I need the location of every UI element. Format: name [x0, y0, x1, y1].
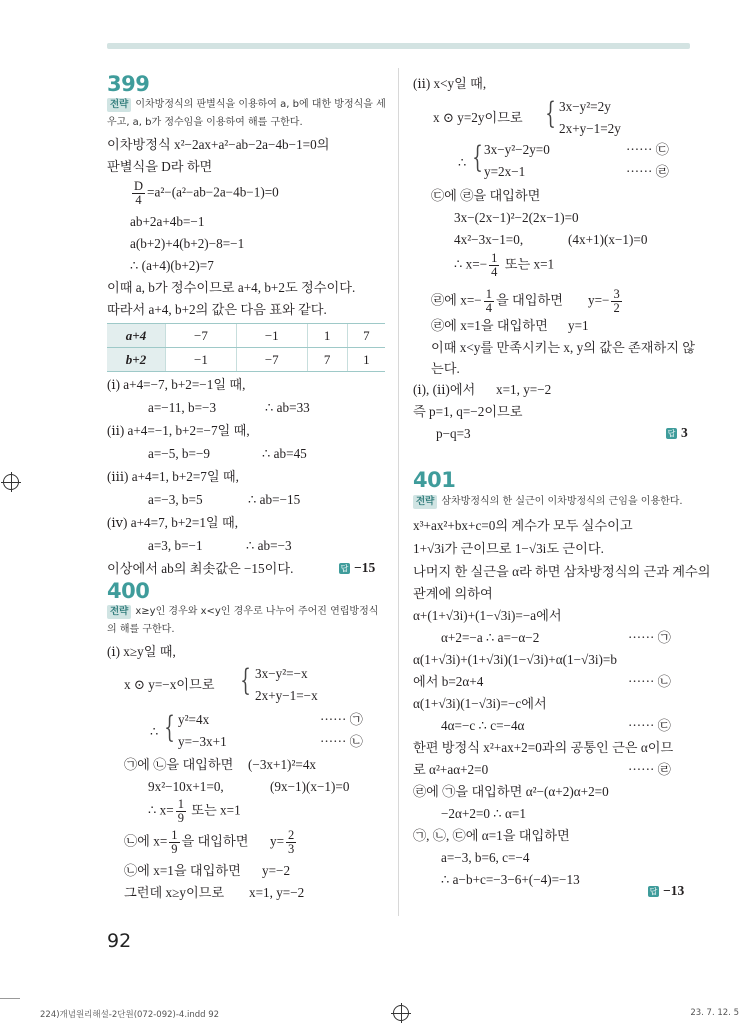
system-eq: 3x−y²=2y [559, 99, 611, 114]
case-condition: (ⅳ) a+4=7, b+2=1일 때, [107, 515, 238, 530]
hint-tag: 전략 [107, 98, 131, 112]
row-header: a+4 [107, 324, 166, 348]
table-cell: −7 [236, 348, 307, 372]
case-conclusion: ∴ ab=45 [262, 446, 307, 461]
case-condition: (ⅱ) a+4=−1, b+2=−7일 때, [107, 423, 250, 438]
hint-text: x≥y인 경우와 x<y인 경우로 나누어 주어진 연립방정식 [135, 606, 379, 617]
problem-number-401: 401 [413, 468, 456, 492]
crop-line [0, 998, 20, 999]
solution-line: ㉠, ㉡, ㉢에 α=1을 대입하면 [413, 828, 570, 843]
hint-400-line2: 의 해를 구한다. [107, 624, 175, 635]
table-cell: −7 [166, 324, 237, 348]
case-condition: (ⅱ) x<y일 때, [413, 76, 487, 91]
case-condition: (ⅰ) x≥y일 때, [107, 644, 176, 659]
solution-line: 관계에 의하여 [413, 586, 493, 601]
eq-marker: ······ ㉣ [626, 164, 669, 179]
case-result: a=−5, b=−9 [148, 446, 210, 461]
solution-line [431, 288, 563, 315]
numerator: 3 [613, 287, 620, 301]
solution-line: ab+2a+4b=−1 [130, 214, 205, 229]
solution-line: (ⅰ), (ⅱ)에서 [413, 382, 476, 397]
table-cell: −1 [166, 348, 237, 372]
fraction [286, 829, 296, 856]
brace-icon: { [472, 140, 483, 175]
hint-400 [107, 605, 378, 619]
row-header: b+2 [107, 348, 166, 372]
eq-marker: ······ ㉠ [628, 630, 671, 645]
solution-line: a(b+2)+4(b+2)−8=−1 [130, 236, 245, 251]
solution-line: 이때 x<y를 만족시키는 x, y의 값은 존재하지 않 [431, 340, 696, 355]
solution-line: ㉢에 ㉣을 대입하면 [431, 188, 541, 203]
answer-value: −13 [663, 883, 685, 898]
solution-line: α+(1+√3i)+(1−√3i)=−a에서 [413, 608, 562, 623]
system-eq: y=−3x+1 [178, 734, 227, 749]
case-condition: (ⅲ) a+4=1, b+2=7일 때, [107, 469, 239, 484]
case-conclusion: ∴ ab=33 [265, 400, 310, 415]
equation: =a²−(a²−ab−2a−4b−1)=0 [147, 184, 279, 200]
table-row [107, 348, 385, 372]
text: ㉡에 x= [124, 833, 168, 849]
solution-line [148, 798, 241, 825]
footer-date: 23. 7. 12. 5 [690, 1008, 739, 1018]
solution-line: ∴ (a+4)(b+2)=7 [130, 258, 214, 273]
hint-text: 이차방정식의 판별식을 이용하여 a, b에 대한 방정식을 세 [135, 99, 386, 110]
numerator: 1 [491, 251, 498, 265]
text: 또는 x=1 [501, 256, 555, 272]
solution-line: x=1, y=−2 [496, 382, 552, 397]
final-statement: 이상에서 ab의 최솟값은 −15이다. [107, 561, 294, 576]
operation-line: x ⊙ y=2y이므로 [433, 110, 523, 125]
text: ㉣에 x=− [431, 292, 482, 308]
numerator: 1 [485, 287, 492, 301]
denominator: 3 [288, 842, 295, 856]
page-number: 92 [107, 930, 132, 952]
fraction [132, 180, 145, 207]
column-divider [398, 68, 399, 916]
problem-number-400: 400 [107, 579, 150, 603]
solution-line: ㉡에 x=1을 대입하면 [124, 863, 241, 878]
table-cell: −1 [236, 324, 307, 348]
brace-icon: { [164, 710, 175, 745]
text: 을 대입하면 [181, 833, 249, 849]
case-conclusion: ∴ ab=−15 [248, 492, 301, 507]
answer-401 [648, 883, 684, 899]
solution-line [130, 180, 279, 207]
solution-line: 판별식을 D라 하면 [107, 159, 213, 174]
solution-line: y=−2 [262, 863, 291, 878]
case-conclusion: ∴ ab=−3 [246, 538, 292, 553]
answer-399 [339, 560, 375, 576]
solution-line: a=−3, b=6, c=−4 [441, 850, 530, 865]
operation-line: x ⊙ y=−x이므로 [124, 677, 215, 692]
text: y= [270, 833, 285, 849]
hint-401 [413, 495, 683, 509]
solution-line: (9x−1)(x−1)=0 [270, 779, 350, 794]
hint-399 [107, 98, 386, 112]
table-cell: 7 [307, 348, 347, 372]
brace-icon: { [240, 663, 251, 698]
footer-filename: 224)개념원리해설-2단원(072-092)-4.indd 92 [40, 1010, 220, 1020]
solution-line: 3x−(2x−1)²−2(2x−1)=0 [454, 210, 579, 225]
hint-tag: 전략 [107, 605, 131, 619]
solution-line: 에서 b=2α+4 [413, 674, 484, 689]
fraction [489, 252, 499, 279]
case-result: a=3, b=−1 [148, 538, 203, 553]
solution-line: y=1 [568, 318, 589, 333]
eq-marker: ······ ㉡ [320, 734, 363, 749]
fraction [484, 288, 494, 315]
solution-line: (−3x+1)²=4x [248, 757, 317, 772]
solution-line: ∴ a−b+c=−3−6+(−4)=−13 [441, 872, 580, 887]
solution-line: α+2=−a ∴ a=−α−2 [441, 630, 540, 645]
solution-line: 4α=−c ∴ c=−4α [441, 718, 525, 733]
system-eq: 3x−y²=−x [255, 666, 308, 681]
case-result: a=−11, b=−3 [148, 400, 217, 415]
hint-tag: 전략 [413, 495, 437, 509]
answer-icon: 답 [340, 564, 349, 573]
denominator: 4 [135, 193, 142, 207]
solution-line: 나머지 한 실근을 α라 하면 삼차방정식의 근과 계수의 [413, 564, 711, 579]
solution-line: x=1, y=−2 [249, 885, 305, 900]
table-cell: 1 [347, 348, 385, 372]
solution-line: 4x²−3x−1=0, [454, 232, 524, 247]
answer-icon: 답 [649, 887, 658, 896]
fraction [169, 829, 179, 856]
denominator: 9 [177, 811, 184, 825]
solution-line: 는다. [431, 361, 460, 376]
solution-line: α(1+√3i)+(1+√3i)(1−√3i)+α(1−√3i)=b [413, 652, 617, 667]
solution-line: 1+√3i가 근이므로 1−√3i도 근이다. [413, 541, 604, 556]
denominator: 9 [171, 842, 178, 856]
answer-value: −15 [354, 560, 376, 575]
numerator: 1 [171, 828, 178, 842]
text: 또는 x=1 [187, 802, 241, 818]
solution-line: ㉣에 x=1을 대입하면 [431, 318, 548, 333]
solution-line: 즉 p=1, q=−2이므로 [413, 404, 523, 419]
table-row [107, 324, 385, 348]
solution-line: ㉣에 ㉠을 대입하면 α²−(α+2)α+2=0 [413, 784, 609, 799]
solution-line: x³+ax²+bx+c=0의 계수가 모두 실수이고 [413, 518, 633, 533]
system-eq: 3x−y²−2y=0 [484, 142, 550, 157]
solution-line: (4x+1)(x−1)=0 [568, 232, 648, 247]
solution-line [270, 829, 298, 856]
denominator: 4 [491, 265, 498, 279]
therefore-icon: ∴ [150, 724, 159, 739]
values-table [107, 323, 385, 372]
system-eq: y²=4x [178, 712, 210, 727]
solution-line: −2α+2=0 ∴ α=1 [441, 806, 526, 821]
registration-mark-icon [3, 474, 19, 490]
solution-line: 이차방정식 x²−2ax+a²−ab−2a−4b−1=0의 [107, 137, 330, 152]
text: ∴ x=− [454, 256, 488, 272]
text: y=− [588, 292, 610, 308]
fraction [611, 288, 621, 315]
eq-marker: ······ ㉡ [628, 674, 671, 689]
eq-marker: ······ ㉢ [628, 718, 671, 733]
numerator: D [134, 179, 144, 193]
problem-number-399: 399 [107, 72, 150, 96]
solution-line: 따라서 a+4, b+2의 값은 다음 표와 같다. [107, 302, 327, 317]
hint-399-line2: 우고, a, b가 정수임을 이용하여 해를 구한다. [107, 117, 303, 128]
solution-line [124, 829, 249, 856]
hint-text: 삼차방정식의 한 실근이 이차방정식의 근임을 이용한다. [441, 496, 683, 507]
solution-line: ㉠에 ㉡을 대입하면 [124, 757, 234, 772]
registration-mark-icon [393, 1005, 409, 1021]
solution-line: α(1+√3i)(1−√3i)=−c에서 [413, 696, 547, 711]
answer-400 [666, 425, 688, 441]
answer-value: 3 [681, 425, 688, 440]
table-cell: 1 [307, 324, 347, 348]
denominator: 2 [613, 301, 620, 315]
text: 을 대입하면 [495, 292, 563, 308]
case-result: a=−3, b=5 [148, 492, 203, 507]
brace-icon: { [545, 96, 556, 131]
numerator: 1 [177, 797, 184, 811]
eq-marker: ······ ㉠ [320, 712, 363, 727]
solution-line: 9x²−10x+1=0, [148, 779, 224, 794]
text: ∴ x= [148, 802, 174, 818]
solution-line: 로 α²+aα+2=0 [413, 762, 489, 777]
solution-line: p−q=3 [436, 426, 471, 441]
system-eq: 2x+y−1=2y [559, 121, 621, 136]
eq-marker: ······ ㉢ [626, 142, 669, 157]
case-condition: (ⅰ) a+4=−7, b+2=−1일 때, [107, 377, 246, 392]
eq-marker: ······ ㉣ [628, 762, 671, 777]
table-cell: 7 [347, 324, 385, 348]
fraction [176, 798, 186, 825]
solution-line: 그런데 x≥y이므로 [124, 885, 225, 900]
therefore-icon: ∴ [458, 155, 467, 170]
system-eq: y=2x−1 [484, 164, 526, 179]
solution-line: 이때 a, b가 정수이므로 a+4, b+2도 정수이다. [107, 280, 356, 295]
solution-line [454, 252, 554, 279]
solution-line [588, 288, 624, 315]
numerator: 2 [288, 828, 295, 842]
solution-line: 한편 방정식 x²+ax+2=0과의 공통인 근은 α이므 [413, 740, 674, 755]
system-eq: 2x+y−1=−x [255, 688, 318, 703]
header-bar [107, 43, 690, 49]
denominator: 4 [485, 301, 492, 315]
answer-icon: 답 [667, 429, 676, 438]
